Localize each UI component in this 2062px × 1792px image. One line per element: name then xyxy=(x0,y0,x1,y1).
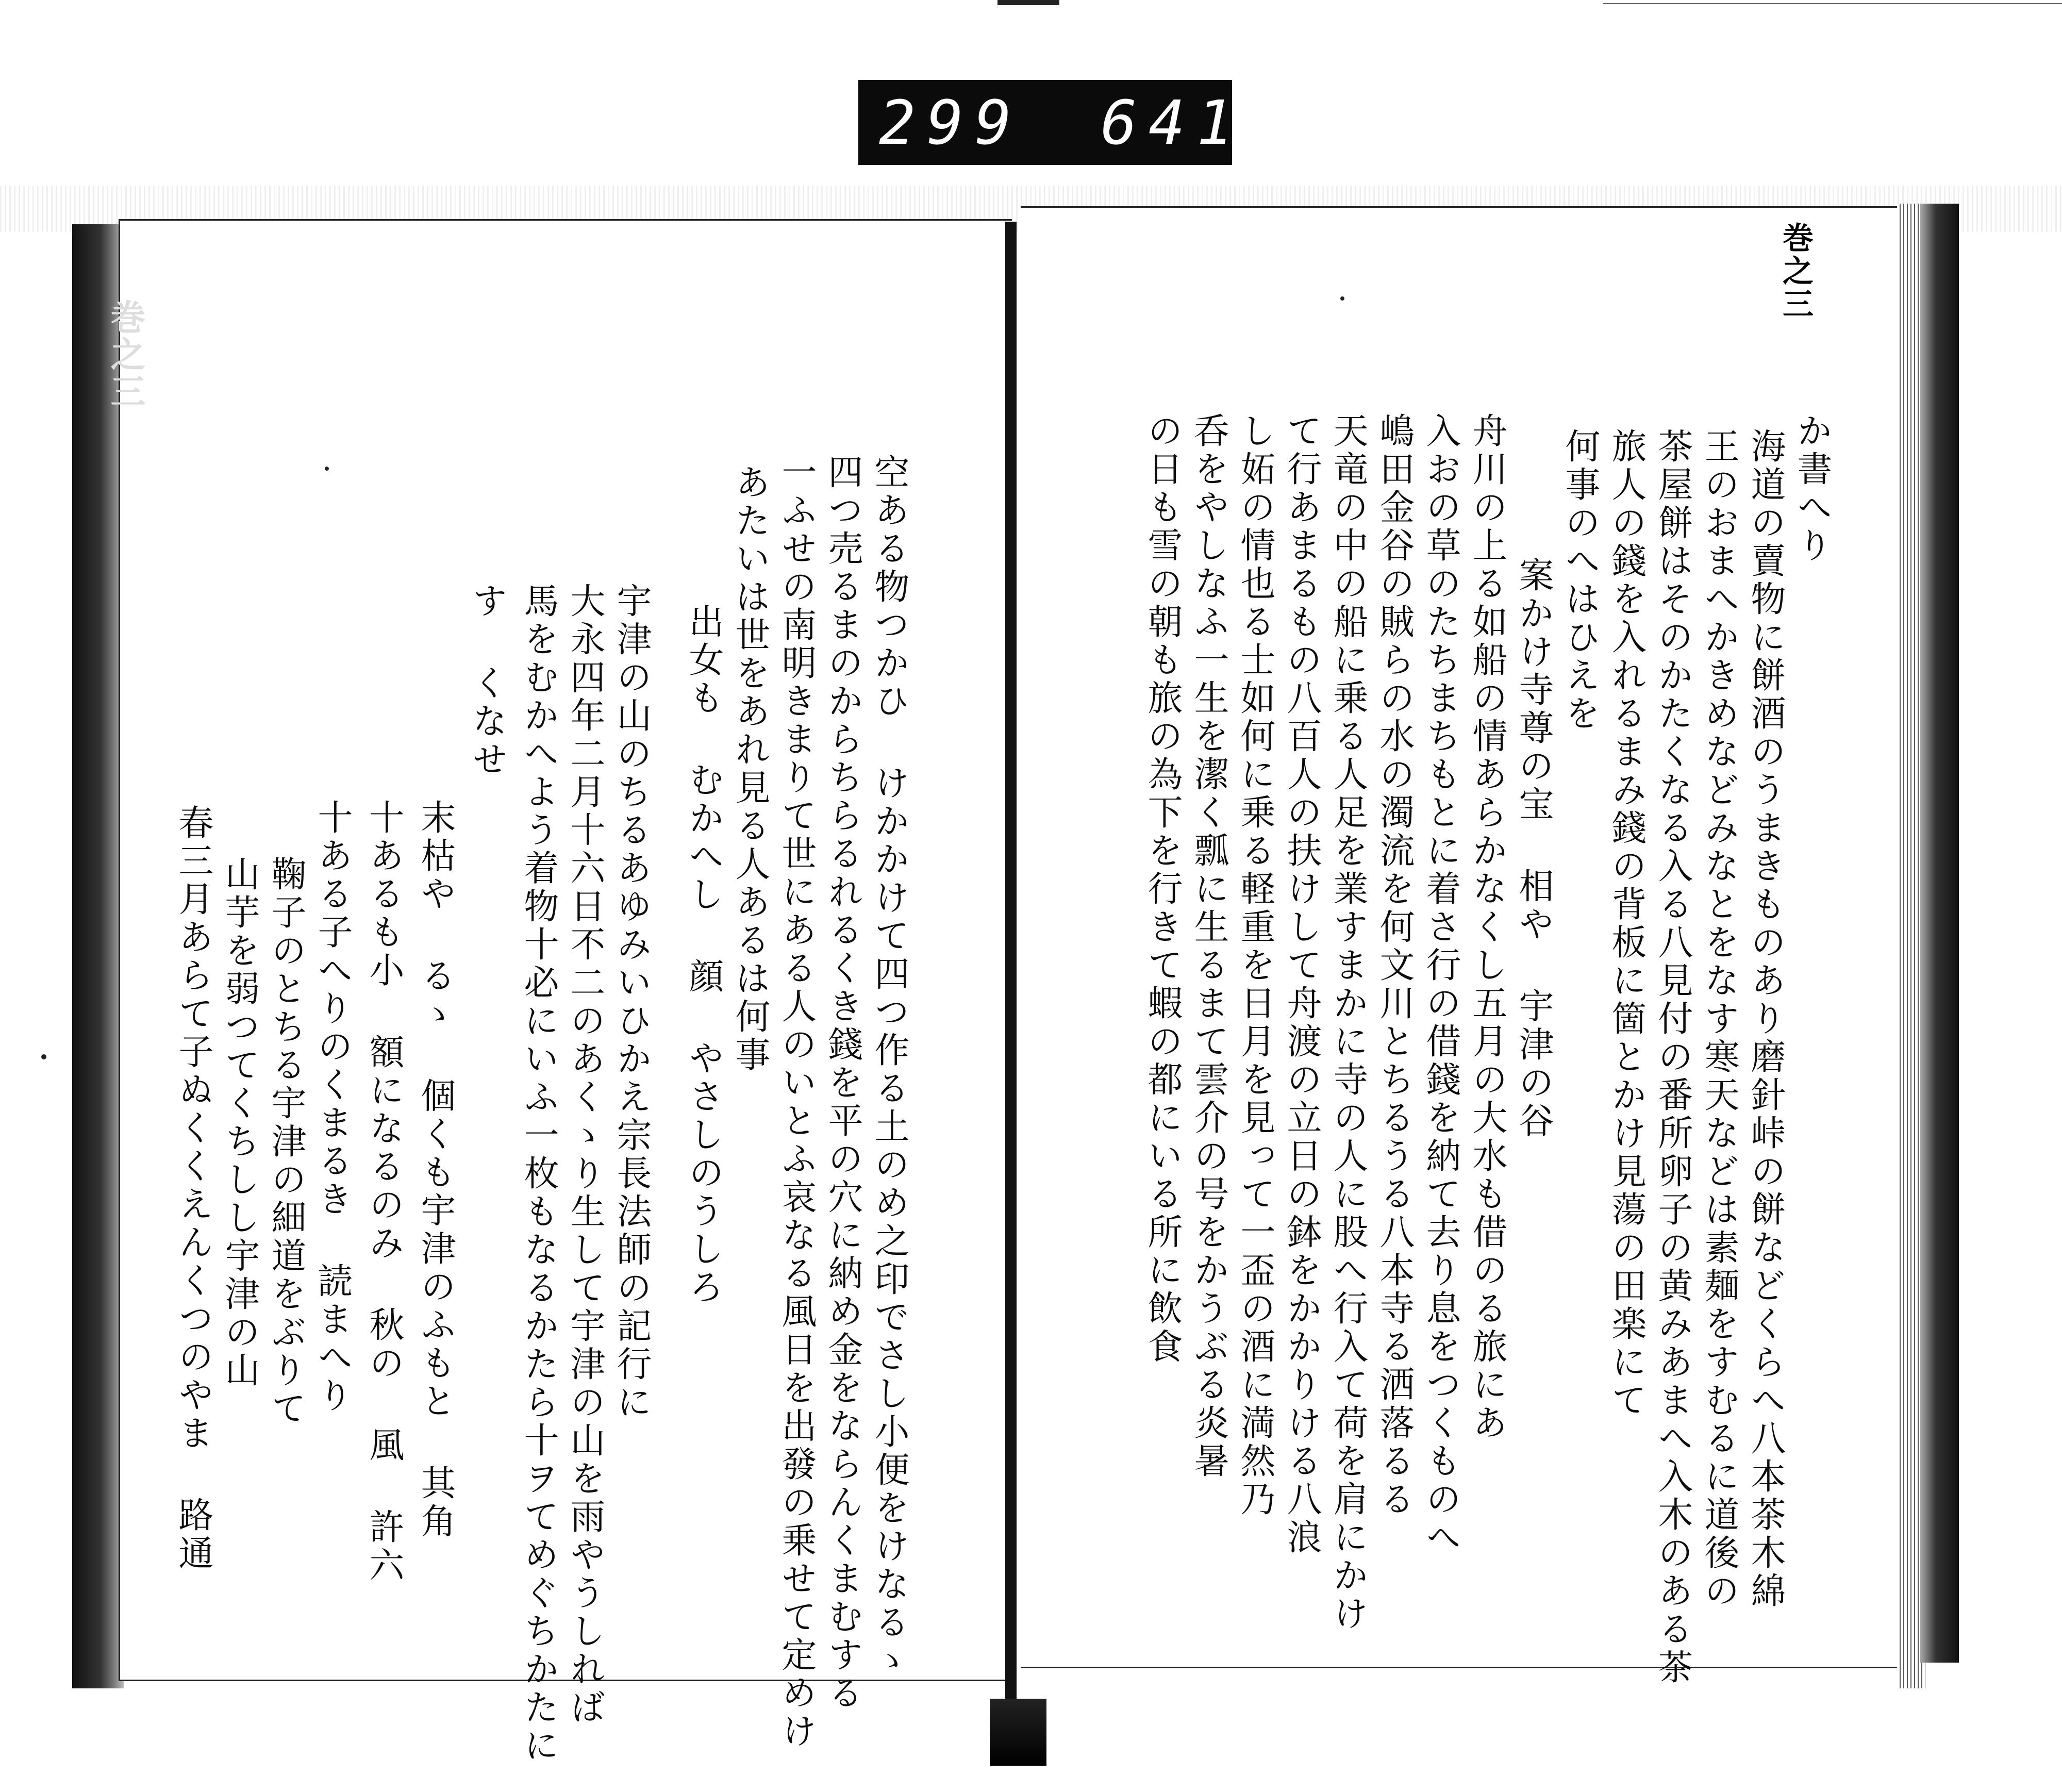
left-text-column: 馬をむかへよう着物十必にいふ一枚もなるかたら十ヲてめぐちかたに xyxy=(518,583,559,1765)
left-text-column: あたいは世をあれ見る人あるは何事 xyxy=(729,464,770,1074)
right-text-column: 入おの草のたちまちもとに着さ行の借錢を納て去り息をつくものへ xyxy=(1420,412,1461,1557)
right-cover-edge xyxy=(1920,204,1959,1663)
right-text-column: 天竜の中の船に乗る人足を業すまかに寺の人に股へ行入て荷を肩にかけ xyxy=(1327,412,1368,1633)
right-text-column: て行あまるもの八百人の扶けして舟渡の立日の鉢をかかりける八浪 xyxy=(1281,412,1322,1557)
book-gutter xyxy=(1005,222,1017,1717)
right-page-margin-label: 巻之三 xyxy=(1777,222,1814,321)
catalog-number-part-1: 299 xyxy=(879,87,1023,158)
binding-bottom xyxy=(990,1699,1046,1766)
left-text-column: 末枯や るゝ 個くも宇津のふもと 其角 xyxy=(415,799,456,1541)
binder-top-tab xyxy=(997,0,1059,5)
left-text-column: す くなせ xyxy=(467,583,507,779)
left-text-column: 大永四年二月十六日不二のあくゝり生して宇津の山を雨やうしれば xyxy=(564,583,605,1727)
right-text-column: 何事のへはひえを xyxy=(1559,428,1600,733)
right-text-column: 旅人の錢を入れるまみ錢の背板に箇とかけ見蕩の田楽にて xyxy=(1606,428,1647,1420)
left-text-column: 出女も むかへし 顔 やさしのうしろ xyxy=(683,603,724,1307)
left-text-column: 山芋を弱つてくちしし宇津の山 xyxy=(219,856,260,1390)
right-text-column: か書へり xyxy=(1791,412,1832,565)
right-text-column: し妬の情也る士如何に乗る軽重を日月を見って一盃の酒に満然乃 xyxy=(1235,412,1275,1519)
right-text-column: 舟川の上る如船の情あらかなくし五月の大水も借のる旅にあ xyxy=(1467,412,1507,1442)
catalog-number-part-2: 641. xyxy=(1101,87,1293,158)
right-text-column: 嶋田金谷の賊らの水の濁流を何文川とちるうる八本寺る洒落るる xyxy=(1374,412,1415,1519)
left-text-column: 空ある物つかひ けかかけて四つ作る土のめ之印でさし小便をけなるゝ xyxy=(869,454,909,1680)
scan-border-line xyxy=(1603,0,2062,4)
right-text-column: 王のおまへかきめなどみなとをなす寒天などは素麺をすむるに道後の xyxy=(1699,428,1739,1611)
left-text-column: 十あるも小 額になるのみ 秋の 風 許六 xyxy=(363,799,404,1585)
left-text-column: 十ある子へりのくまるき 読まへり xyxy=(312,799,353,1415)
right-text-column: 呑をやしなふ一生を潔く瓢に生るまて雲介の号をかうぶる炎暑 xyxy=(1188,412,1229,1481)
right-text-column: 茶屋餅はそのかたくなる入る八見付の番所卵子の黄みあまへ入木のある茶 xyxy=(1652,428,1693,1687)
stray-ink-dot xyxy=(41,1054,46,1059)
left-page-margin-label: 巻之三 xyxy=(105,299,146,410)
catalog-number-label xyxy=(858,80,1293,165)
left-text-column: 鞠子のとちる宇津の細道をぶりて xyxy=(265,856,306,1428)
left-text-column: 一ふせの南明きまりて世にある人のいとふ哀なる風日を出發の乗せて定めけ xyxy=(776,454,817,1751)
left-text-column: 宇津の山のちるあゆみいひかえ宗長法師の記行に xyxy=(611,583,652,1422)
right-text-column: 案かけ寺尊の宝 相や 宇津の谷 xyxy=(1513,557,1554,1140)
right-text-column: の日も雪の朝も旅の為下を行きて蝦の都にいる所に飲食 xyxy=(1142,412,1183,1366)
right-text-column: 海道の賣物に餅酒のうまきものあり磨針峠の餅などくらへ八本茶木綿 xyxy=(1745,428,1786,1611)
stray-ink-dot xyxy=(1340,296,1344,301)
stray-ink-dot xyxy=(325,467,329,471)
left-text-column: 春三月あらて子ぬくくえんくつのやま 路通 xyxy=(173,804,213,1573)
left-text-column: 四つ売るまのからちらるれるくき錢を平の穴に納め金をならんくまむする xyxy=(822,454,863,1713)
left-cover-edge xyxy=(72,224,124,1688)
